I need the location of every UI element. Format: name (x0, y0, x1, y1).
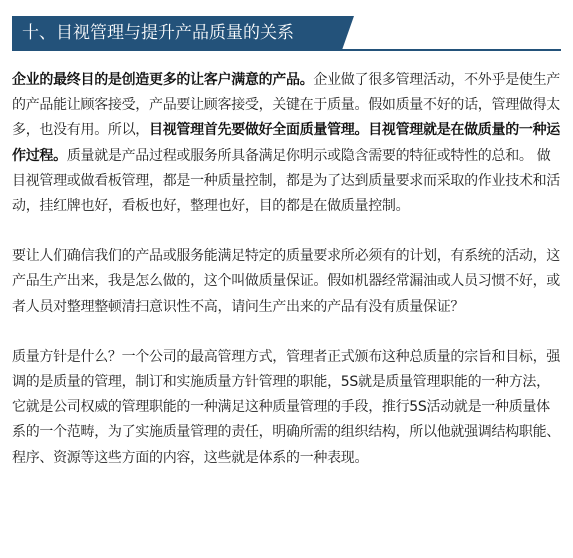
body-text: 企业做了很多管理活动，不外乎是使生产的产品能让顾客接受，产品要让顾客接受，关键在于质量。假如质量不好的话，管理做得太多，也没有用。所以， (12, 72, 561, 139)
body-text: 要让人们确信我们的产品或服务能满足特定的质量要求所必须有的计划，有系统的活动，这产品生产出来，我是怎么做的，这个叫做质量保证。假如机器经常漏油或人员习惯不好，或者人员对整理整顿清扫意识性不高，请问生产出来的产品有没有质量保证？ (12, 248, 560, 315)
header-divider (12, 49, 561, 51)
section-title: 十、目视管理与提升产品质量的关系 (12, 16, 342, 50)
paragraph-2 (12, 244, 562, 320)
header-tab-decoration (342, 16, 354, 50)
paragraph-3 (12, 345, 562, 471)
bold-text: 企业的最终目的是创造更多的让客户满意的产品。 (12, 72, 314, 88)
section-header (12, 16, 354, 50)
paragraph-1 (12, 68, 562, 219)
body-text: 质量方针是什么？一个公司的最高管理方式，管理者正式颁布这种总质量的宗旨和目标，强调的是质量的管理，制订和实施质量方针管理的职能，5S就是质量管理职能的一种方法，它就是公司权威的管理职能的一种满足这种质量管理的手段，推行5S活动就是一种质量体系的一个范畴，为了实施质量管理的责任，明确所需的组织结构，所以他就强调结构职能、程序、资源等这些方面的内容，这些就是体系的一种表现。 (12, 348, 560, 466)
article-body (12, 68, 562, 471)
bold-text: 目视管理首先要做好全面质量管理。目视管理就是在做质量的一种运作过程。 (12, 122, 560, 164)
body-text: 质量就是产品过程或服务所具备满足你明示或隐含需要的特征或特性的总和。 做目视管理或做看板管理，都是一种质量控制，都是为了达到质量要求而采取的作业技术和活动，挂红牌也好，看板也好，整理也好，目的都是在做质量控制。 (12, 147, 560, 215)
